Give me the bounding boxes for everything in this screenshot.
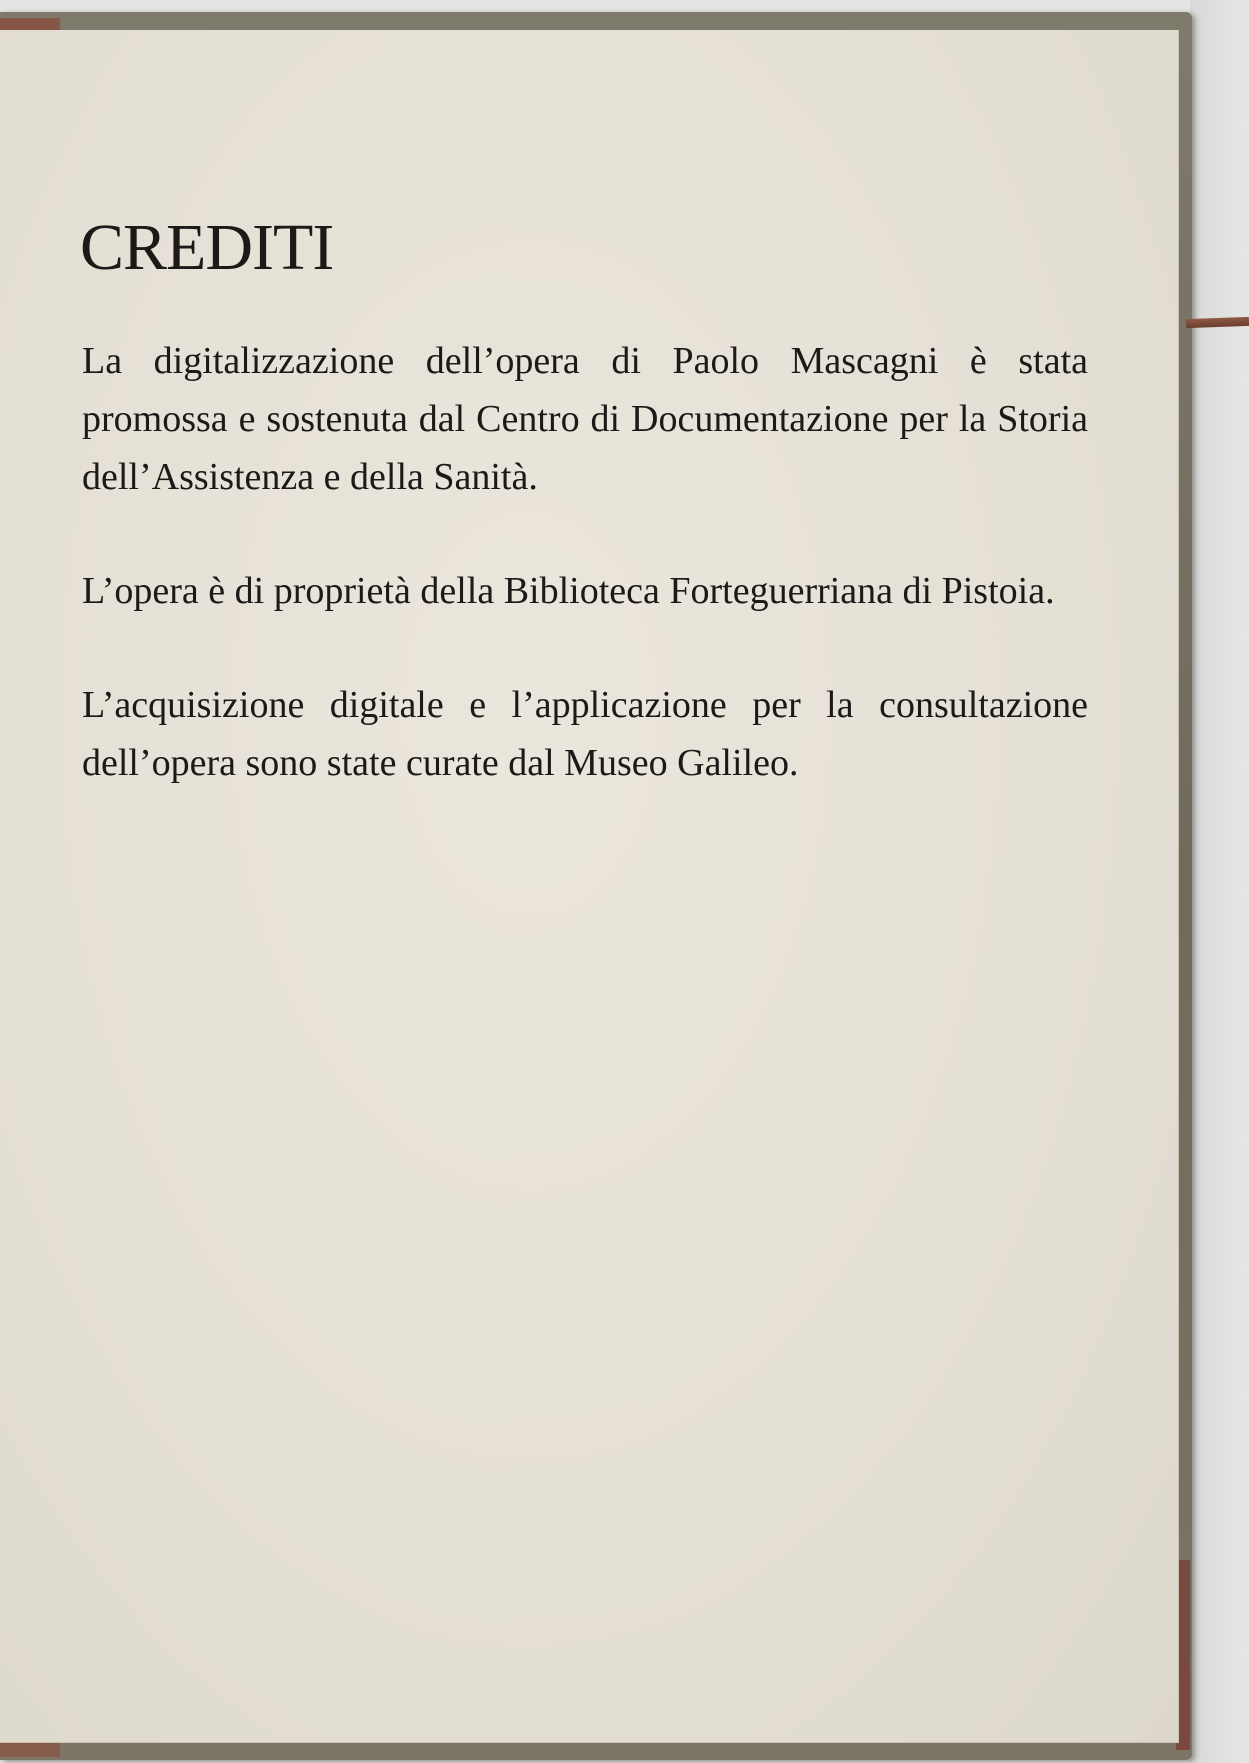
page-title: CREDITI <box>80 211 334 284</box>
paper-sheet <box>0 30 1179 1743</box>
paragraph-ownership: L’opera è di proprietà della Biblioteca Forteguerriana di Pistoia. <box>82 569 1055 612</box>
paragraph-digitization: La digitalizzazione dell’opera di Paolo Mascagni è stata promossa e sostenuta dal Centro di Documentazione per la Storia dell’Assistenza e della Sanità. <box>82 339 1088 498</box>
backdrop <box>1190 0 1249 1763</box>
credits-text-block <box>82 210 1088 848</box>
paragraph-acquisition: L’acquisizione digitale e l’applicazione per la consultazione dell’opera sono state curate dal Museo Galileo. <box>82 683 1088 784</box>
